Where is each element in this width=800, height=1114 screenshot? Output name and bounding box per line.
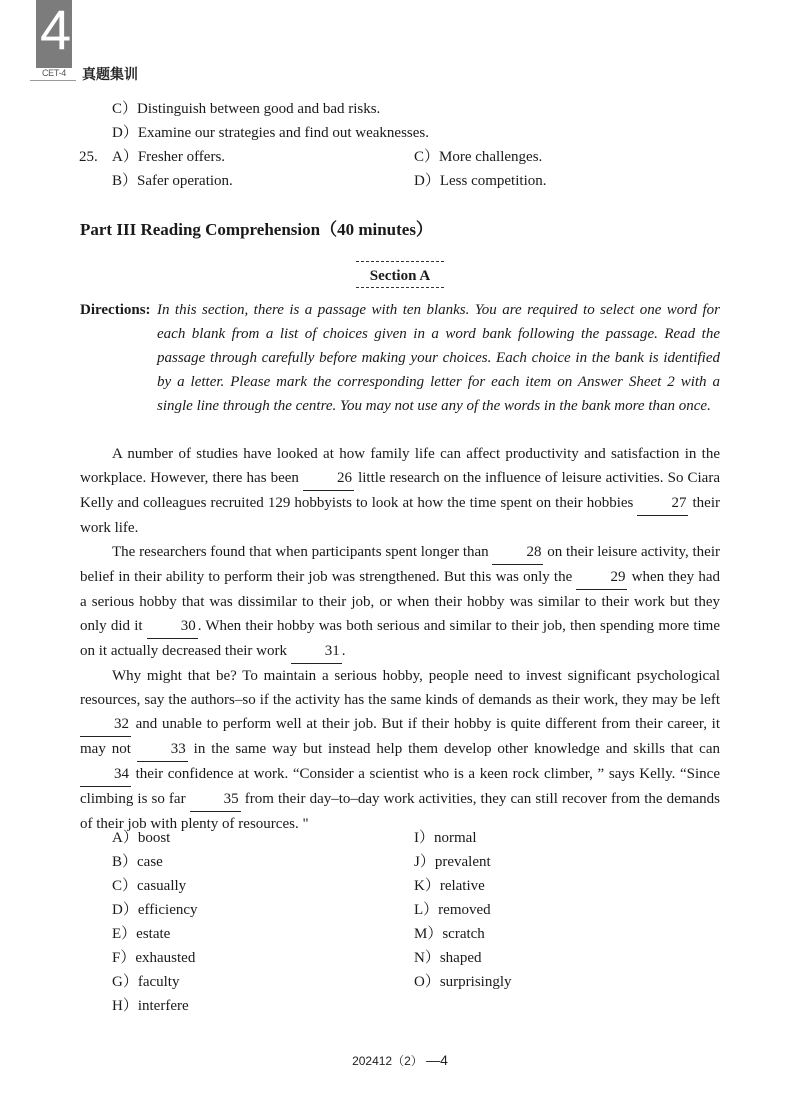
word-bank-item: D）efficiency xyxy=(112,902,198,918)
paragraph-3-text-c: in the same way but instead help them develop other knowledge and skills that can xyxy=(187,741,720,757)
word-bank-item: A）boost xyxy=(112,830,171,846)
section-title: Section A xyxy=(369,268,431,284)
passage xyxy=(80,442,720,836)
section-dash-top xyxy=(356,261,444,262)
blank-31: 31 xyxy=(291,639,342,664)
paragraph-3-text-d: their confidence at work. “Consider a scientist who is a keen rock climber, ” says Kelly. “Since climbing is so far xyxy=(80,766,720,807)
page-footer xyxy=(0,1052,800,1069)
word-bank-item: N）shaped xyxy=(414,950,482,966)
directions-label: Directions: xyxy=(80,302,151,318)
paragraph-2-text-b: on their leisure activity, their belief in their ability to perform their job was strengthened. But this was only the xyxy=(80,544,720,585)
blank-28: 28 xyxy=(492,540,543,565)
word-bank-item: H）interfere xyxy=(112,998,189,1014)
word-bank-item: C）casually xyxy=(112,878,187,894)
directions-text: In this section, there is a passage with ten blanks. You are required to select one word for each blank from a list of choices given in a word bank following the passage. Read the passage through carefully before making your choices. Each choice in the bank is identified by a letter. Please mark the corresponding letter for each item on Answer Sheet 2 with a single line through the centre. You may not use any of the words in the bank more than once. xyxy=(157,302,720,414)
paragraph-1-text-b: little research on the influence of leisure activities. So Ciara Kelly and colleagues recruited 129 hobbyists to look at how the time spent on their hobbies xyxy=(80,470,720,511)
part-title: Part III Reading Comprehension（40 minutes） xyxy=(80,220,433,239)
word-bank-item: L）removed xyxy=(414,902,491,918)
option-25-a: A）Fresher offers. xyxy=(112,149,226,165)
word-bank-item: G）faculty xyxy=(112,974,180,990)
paragraph-2-text-d: . When their hobby was both serious and similar to their job, then spending more time on it actually decreased their work xyxy=(80,618,720,659)
paragraph-2-text-c: when they had a serious hobby that was dissimilar to their job, or when their hobby was similar to their work but they only did it xyxy=(80,569,720,634)
paragraph-1 xyxy=(80,442,720,540)
directions xyxy=(80,298,720,418)
word-bank-item: E）estate xyxy=(112,926,171,942)
paragraph-3-text-b: and unable to perform well at their job. But if their hobby is quite different from their career, it may not xyxy=(80,716,720,757)
paragraph-1-text-a: A number of studies have looked at how family life can affect productivity and satisfaction in the workplace. However, there has been xyxy=(80,446,720,486)
blank-27: 27 xyxy=(637,491,688,516)
blank-33: 33 xyxy=(137,737,188,762)
word-bank-item: B）case xyxy=(112,854,163,870)
blank-29: 29 xyxy=(576,565,627,590)
paragraph-2-text-e: . xyxy=(341,643,346,659)
option-24-c: C）Distinguish between good and bad risks. xyxy=(112,101,381,117)
word-bank-item: F）exhausted xyxy=(112,950,196,966)
paragraph-3-text-a: Why might that be? To maintain a serious hobby, people need to invest significant psychological resources, say the authors–so if the activity has the same kinds of demands as their work, they may be left xyxy=(80,668,720,708)
paragraph-2-text-a: The researchers found that when participants spent longer than xyxy=(112,544,493,560)
option-25-d: D）Less competition. xyxy=(414,173,547,189)
option-25-b: B）Safer operation. xyxy=(112,173,233,189)
chapter-number: 4 xyxy=(40,0,72,61)
header-title: 真题集训 xyxy=(82,67,138,83)
footer-code: 202412（2） xyxy=(352,1054,423,1068)
paragraph-2 xyxy=(80,540,720,664)
word-bank-item: J）prevalent xyxy=(414,854,491,870)
paragraph-3 xyxy=(80,664,720,836)
blank-34: 34 xyxy=(80,762,131,787)
header-divider xyxy=(30,80,76,81)
blank-26: 26 xyxy=(303,466,354,491)
section-dash-bottom xyxy=(356,287,444,288)
option-25-c: C）More challenges. xyxy=(414,149,543,165)
blank-35: 35 xyxy=(190,787,241,812)
blank-32: 32 xyxy=(80,712,131,737)
word-bank-item: K）relative xyxy=(414,878,485,894)
word-bank-item: I）normal xyxy=(414,830,477,846)
word-bank-item: O）surprisingly xyxy=(414,974,512,990)
blank-30: 30 xyxy=(147,614,198,639)
question-25-number: 25. xyxy=(79,149,98,165)
exam-code: CET-4 xyxy=(41,68,66,78)
word-bank-item: M）scratch xyxy=(414,926,485,942)
option-24-d: D）Examine our strategies and find out weaknesses. xyxy=(112,125,429,141)
paragraph-3-text-e: from their day–to–day work activities, they can still recover from the demands of their job with plenty of resources. " xyxy=(80,791,720,832)
page-number: —4 xyxy=(426,1052,448,1068)
paragraph-1-text-c: their work life. xyxy=(80,495,720,536)
